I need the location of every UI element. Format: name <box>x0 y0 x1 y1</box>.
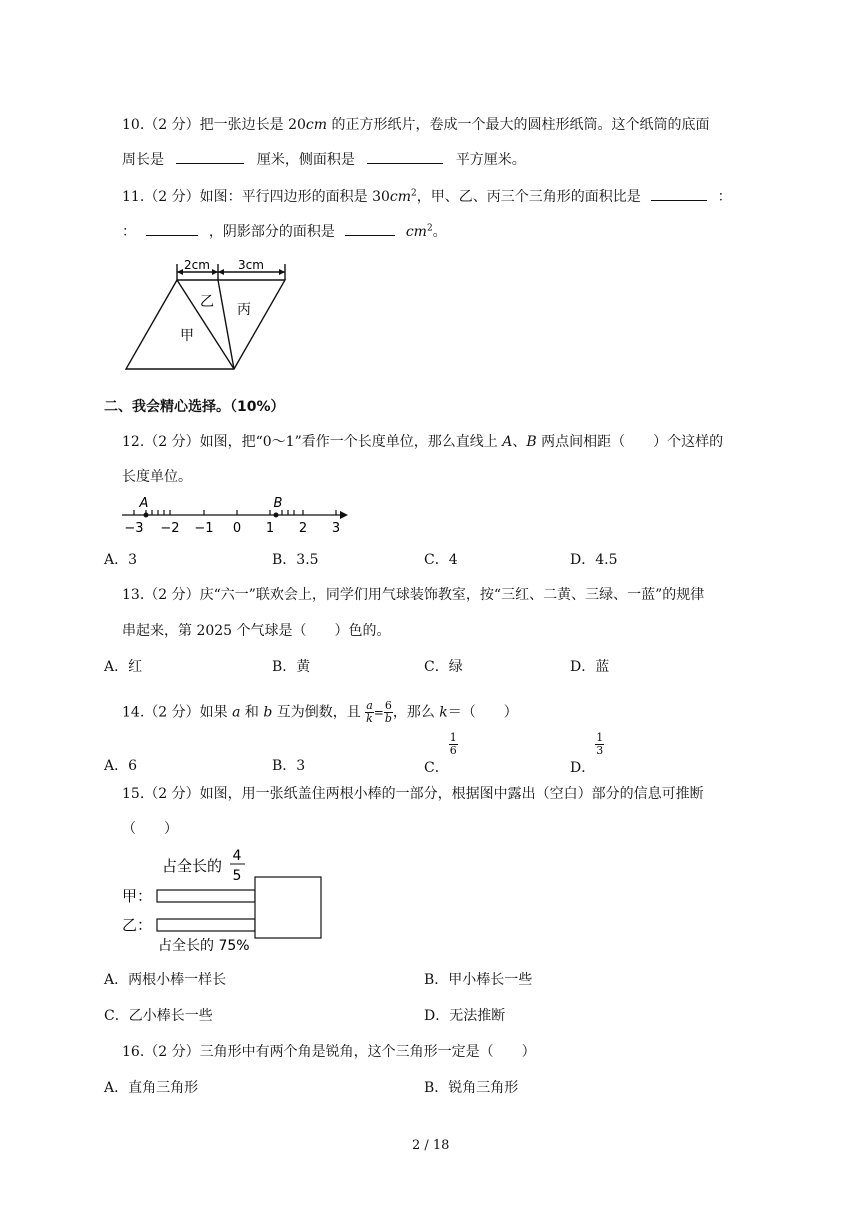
unit-sup: 2 <box>411 188 417 199</box>
q15-option-c[interactable]: C．乙小棒长一些 <box>104 1008 213 1024</box>
dim-label-2cm: 2cm <box>184 258 210 272</box>
denominator: b <box>384 712 392 725</box>
q11-text: 11.（2 分）如图：平行四边形的面积是 30 <box>122 189 390 205</box>
point-a <box>144 513 149 518</box>
q10-label-area: 厘米，侧面积是 <box>256 152 355 168</box>
top-label: 占全长的 <box>162 857 223 875</box>
q14-text: 14.（2 分）如果 <box>122 704 233 721</box>
sticks-figure <box>118 846 328 956</box>
q10-line1 <box>122 114 709 134</box>
stick-label-jia: 甲： <box>122 887 153 905</box>
q14-option-a[interactable]: A．6 <box>104 758 138 774</box>
unit-sup: 2 <box>426 223 433 234</box>
q13-option-c[interactable]: C．绿 <box>424 659 463 675</box>
q12-line1 <box>122 431 723 451</box>
arrow-head <box>218 269 224 275</box>
tick-label: −2 <box>160 521 180 536</box>
q15-line1: 15.（2 分）如图，用一张纸盖住两根小棒的一部分，根据图中露出（空白）部分的信息可推断 <box>122 786 704 802</box>
fraction-denominator: 5 <box>232 868 242 884</box>
q15-option-a[interactable]: A．两根小棒一样长 <box>104 972 227 988</box>
stick-yi <box>157 919 255 931</box>
q14-text-3: ，那么 <box>392 704 440 721</box>
var-b: b <box>263 704 273 721</box>
numerator: 6 <box>384 699 392 712</box>
tick-label: −3 <box>124 521 144 536</box>
tick-label: −1 <box>194 521 214 536</box>
arrow-head <box>212 269 218 275</box>
page-number: 2 / 18 <box>412 1138 450 1153</box>
dim-label-3cm: 3cm <box>238 258 264 272</box>
option-label: D． <box>570 759 596 776</box>
option-label: C． <box>424 759 449 776</box>
point-b <box>274 513 279 518</box>
q15-line2: （ ） <box>122 821 178 837</box>
tick-label: 0 <box>232 521 242 536</box>
q14-option-b[interactable]: B．3 <box>272 758 306 774</box>
equals-sign: = <box>373 705 384 720</box>
separator: 、 <box>512 434 527 450</box>
denominator: 3 <box>596 744 604 757</box>
q10-label-unit: 平方厘米。 <box>455 152 526 168</box>
triangle-label-bing: 丙 <box>237 302 251 318</box>
q11-text-3: ，阴影部分的面积是 <box>208 224 335 240</box>
q11-text-2: ，甲、乙、丙三个三角形的面积比是 <box>416 189 641 205</box>
unit-cm: cm <box>305 117 328 133</box>
answer-blank-perimeter[interactable] <box>176 149 244 164</box>
numerator: 1 <box>449 731 457 744</box>
q14-text-mid: 和 <box>240 704 264 721</box>
numerator: a <box>366 699 373 712</box>
cover-paper <box>255 877 321 938</box>
q10-line2 <box>122 149 526 169</box>
unit-cm: cm <box>389 189 412 205</box>
var-a: a <box>232 704 241 721</box>
q14-text-4: ＝（ ） <box>447 704 518 721</box>
denominator: 6 <box>449 744 457 757</box>
denominator: k <box>366 712 373 725</box>
answer-blank-shaded-area[interactable] <box>345 221 395 236</box>
fraction-1-6 <box>449 732 458 757</box>
stick-jia <box>157 890 255 902</box>
q10-text: 10.（2 分）把一张边长是 20 <box>122 117 306 133</box>
q16-option-a[interactable]: A．直角三角形 <box>104 1080 199 1096</box>
bottom-label: 占全长的 75% <box>158 938 250 954</box>
fraction-6-over-b <box>384 700 393 725</box>
q12-text-end: 两点间相距（ ）个这样的 <box>536 434 724 450</box>
parallelogram-figure <box>118 252 318 376</box>
q12-option-c[interactable]: C．4 <box>424 552 458 568</box>
arrow-head <box>279 269 285 275</box>
q14-line <box>122 700 518 725</box>
triangle-label-jia: 甲 <box>180 328 194 344</box>
fraction-a-over-k <box>365 700 374 725</box>
q12-option-d[interactable]: D．4.5 <box>570 552 618 568</box>
ratio-colon: ： <box>717 189 732 205</box>
q12-option-a[interactable]: A．3 <box>104 552 138 568</box>
numerator: 1 <box>596 731 604 744</box>
tick-label: 2 <box>298 521 308 536</box>
q12-text: 12.（2 分）如图，把“0～1”看作一个长度单位，那么直线上 <box>122 434 503 450</box>
q16-option-b[interactable]: B．锐角三角形 <box>424 1080 519 1096</box>
q12-option-b[interactable]: B．3.5 <box>272 552 319 568</box>
triangle-label-yi: 乙 <box>200 294 214 310</box>
point-b-ref: B <box>526 434 537 450</box>
q10-text-end: 的正方形纸片，卷成一个最大的圆柱形纸筒。这个纸筒的底面 <box>327 117 710 133</box>
period: 。 <box>432 224 447 240</box>
axis-arrow <box>340 511 348 519</box>
section-title: 二、我会精心选择。（10%） <box>104 399 285 415</box>
q13-option-b[interactable]: B．黄 <box>272 659 311 675</box>
tick-label: 1 <box>265 521 275 536</box>
ratio-colon: ： <box>122 224 136 240</box>
number-line <box>118 493 358 537</box>
var-k: k <box>439 704 448 721</box>
q13-line1: 13.（2 分）庆“六一”联欢会上，同学们用气球装饰教室，按“三红、二黄、三绿、一蓝”的规律 <box>122 587 705 603</box>
q13-option-d[interactable]: D．蓝 <box>570 659 610 675</box>
arrow-head <box>177 269 183 275</box>
q13-line2: 串起来，第 2025 个气球是（ ）色的。 <box>122 623 391 639</box>
q15-option-d[interactable]: D．无法推断 <box>424 1008 506 1024</box>
stick-label-yi: 乙： <box>122 916 153 934</box>
tick-label: 3 <box>331 521 341 536</box>
point-b-label: B <box>273 496 283 511</box>
fraction-1-3 <box>595 732 604 757</box>
q10-label-perimeter: 周长是 <box>122 152 164 168</box>
answer-blank-ratio-1[interactable] <box>651 186 707 201</box>
q11-line2 <box>122 221 447 241</box>
answer-blank-area[interactable] <box>367 149 443 164</box>
q15-option-b[interactable]: B．甲小棒长一些 <box>424 972 533 988</box>
point-a-label: A <box>139 496 149 511</box>
q11-line1 <box>122 186 732 206</box>
fraction-numerator: 4 <box>232 848 242 864</box>
answer-blank-ratio-3[interactable] <box>146 221 198 236</box>
q14-text-2: 互为倒数，且 <box>272 704 361 721</box>
q14-option-c[interactable] <box>424 731 458 776</box>
unit-cm: cm <box>405 224 427 240</box>
q13-option-a[interactable]: A．红 <box>104 659 143 675</box>
q14-option-d[interactable] <box>570 731 604 776</box>
q16-line1: 16.（2 分）三角形中有两个角是锐角，这个三角形一定是（ ） <box>122 1044 536 1060</box>
q12-line2: 长度单位。 <box>122 469 192 485</box>
point-a-ref: A <box>502 434 513 450</box>
